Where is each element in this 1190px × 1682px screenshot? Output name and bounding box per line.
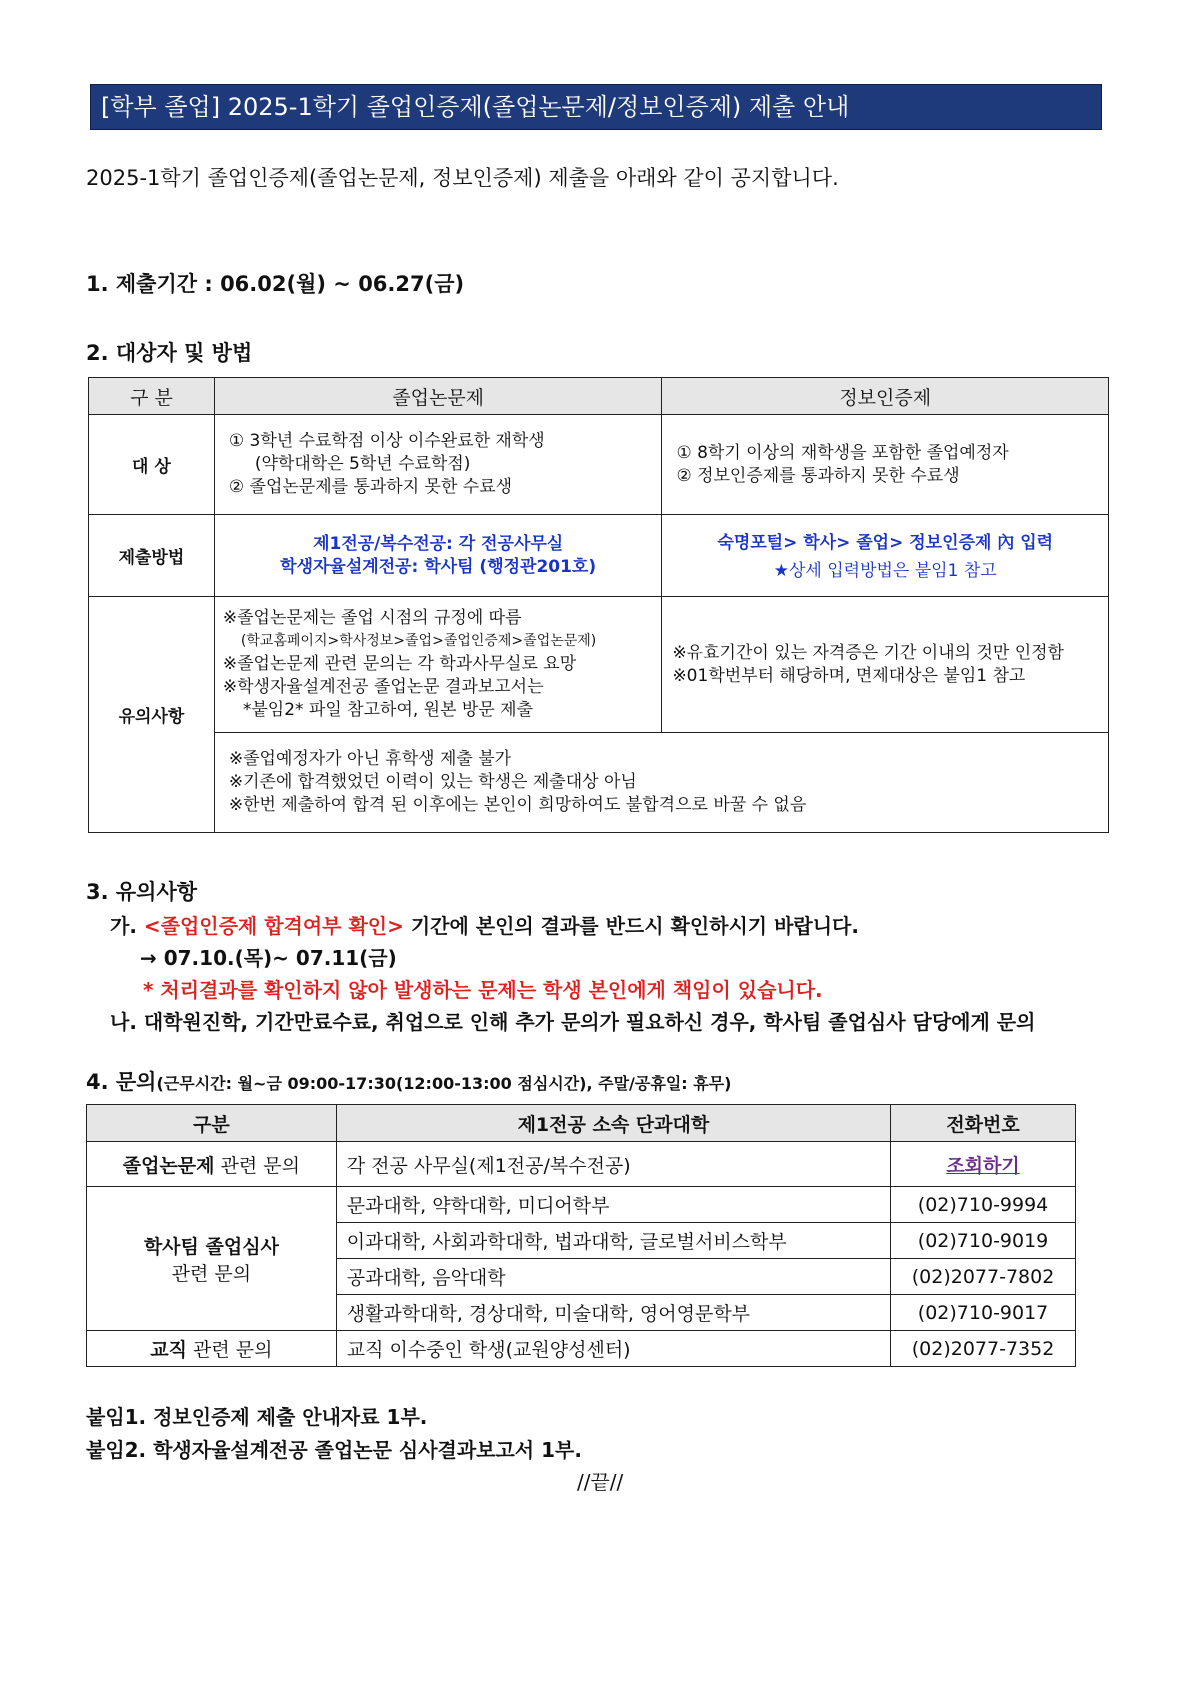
contact-phone-cell: [891, 1142, 1076, 1187]
method-thesis-line: 제1전공/복수전공: 각 전공사무실: [313, 533, 564, 554]
notes-thesis-line: *붙임2* 파일 참고하여, 원본 방문 제출: [242, 700, 534, 720]
contact-phone: (02)710-9994: [891, 1187, 1076, 1223]
note-a: [110, 910, 859, 939]
row-label-target: 대 상: [89, 415, 215, 515]
section-target-method: 2. 대상자 및 방법: [86, 341, 253, 365]
contact-label-bold: 졸업논문제: [122, 1154, 215, 1177]
target-info-line: ① 8학기 이상의 재학생을 포함한 졸업예정자: [676, 442, 1009, 463]
contact-college: 이과대학, 사회과학대학, 법과대학, 글로벌서비스학부: [336, 1223, 890, 1259]
table-header-row: [89, 378, 1109, 415]
table-row-notes: [89, 597, 1109, 733]
notes-common-line: ※한번 제출하여 합격 된 이후에는 본인이 희망하여도 불합격으로 바꿀 수 없음: [228, 795, 807, 815]
notes-common-cell: [214, 733, 1108, 833]
note-a-rest: 기간에 본인의 결과를 반드시 확인하시기 바랍니다.: [403, 914, 859, 938]
target-info-cell: [662, 415, 1109, 515]
notes-thesis-line: ※학생자율설계전공 졸업논문 결과보고서는: [222, 677, 544, 697]
contact-phone: (02)2077-7802: [891, 1259, 1076, 1295]
row-label-method: 제출방법: [89, 515, 215, 597]
contact-row-thesis: [87, 1142, 1076, 1187]
contact-phone: (02)2077-7352: [891, 1331, 1076, 1367]
method-thesis-cell: [214, 515, 662, 597]
note-a-warning: * 처리결과를 확인하지 않아 발생하는 문제는 학생 본인에게 책임이 있습니다.: [143, 978, 823, 1002]
contact-label-group: [87, 1187, 337, 1331]
contact-college: 문과대학, 약학대학, 미디어학부: [336, 1187, 890, 1223]
lookup-link[interactable]: 조회하기: [946, 1154, 1020, 1177]
contact-group-label-bold: 학사팀 졸업심사: [143, 1235, 279, 1258]
notes-thesis-line: (학교홈페이지>학사정보>졸업>졸업인증제>졸업논문제): [240, 633, 597, 649]
contact-row-teaching: [87, 1331, 1076, 1367]
row-label-notes: 유의사항: [89, 597, 215, 833]
note-b: 나. 대학원진학, 기간만료수료, 취업으로 인해 추가 문의가 필요하신 경우, 학사팀 졸업심사 담당에게 문의: [110, 1010, 1036, 1034]
contact-label-thesis: [87, 1142, 337, 1187]
notes-common-line: ※기존에 합격했었던 이력이 있는 학생은 제출대상 아님: [228, 772, 637, 792]
note-a-prefix: 가.: [110, 914, 144, 938]
header-thesis: 졸업논문제: [214, 378, 662, 415]
contact-table: [86, 1104, 1076, 1367]
notes-info-cell: [662, 597, 1109, 733]
table-row-common-notes: [89, 733, 1109, 833]
contact-header-college: 제1전공 소속 단과대학: [336, 1105, 890, 1142]
target-thesis-line: (약학대학은 5학년 수료학점): [254, 454, 471, 474]
notes-info-line: ※01학번부터 해당하며, 면제대상은 붙임1 참고: [672, 665, 1026, 686]
note-a-highlight: <졸업인증제 합격여부 확인>: [143, 914, 404, 938]
method-info-line: ★상세 입력방법은 붙임1 참고: [773, 560, 997, 581]
contact-phone: (02)710-9019: [891, 1223, 1076, 1259]
target-info-line: ② 정보인증제를 통과하지 못한 수료생: [676, 465, 960, 486]
contact-college: 각 전공 사무실(제1전공/복수전공): [336, 1142, 890, 1187]
contact-row-group: [87, 1187, 1076, 1223]
notes-thesis-cell: [214, 597, 662, 733]
target-thesis-line: ① 3학년 수료학점 이상 이수완료한 재학생: [228, 431, 545, 451]
contact-header-category: 구분: [87, 1105, 337, 1142]
method-info-cell: [662, 515, 1109, 597]
attachment-2: 붙임2. 학생자율설계전공 졸업논문 심사결과보고서 1부.: [86, 1438, 582, 1462]
target-thesis-cell: [214, 415, 662, 515]
contact-college: 생활과학대학, 경상대학, 미술대학, 영어영문학부: [336, 1295, 890, 1331]
page-title: [학부 졸업] 2025-1학기 졸업인증제(졸업논문제/정보인증제) 제출 안내: [90, 84, 1102, 130]
contact-label-rest: 관련 문의: [186, 1339, 273, 1361]
header-category: 구 분: [89, 378, 215, 415]
contact-header-phone: 전화번호: [891, 1105, 1076, 1142]
contact-group-label-rest: 관련 문의: [171, 1262, 252, 1285]
contact-heading-detail: (근무시간: 월~금 09:00-17:30(12:00-13:00 점심시간), 주말/공휴일: 휴무): [156, 1074, 732, 1093]
attachment-1: 붙임1. 정보인증제 제출 안내자료 1부.: [86, 1405, 428, 1429]
contact-college: 공과대학, 음악대학: [336, 1259, 890, 1295]
section-period: 1. 제출기간 : 06.02(월) ~ 06.27(금): [86, 272, 465, 296]
intro-text: 2025-1학기 졸업인증제(졸업논문제, 정보인증제) 제출을 아래와 같이 공지합니다.: [86, 166, 839, 190]
notes-info-line: ※유효기간이 있는 자격증은 기간 이내의 것만 인정함: [672, 642, 1064, 663]
contact-label-bold: 교직: [150, 1339, 187, 1361]
contact-label-teaching: [87, 1331, 337, 1367]
contact-header-row: [87, 1105, 1076, 1142]
header-info: 정보인증제: [662, 378, 1109, 415]
table-row-target: [89, 415, 1109, 515]
contact-label-rest: 관련 문의: [214, 1154, 300, 1177]
note-a-period: → 07.10.(목)~ 07.11(금): [140, 946, 397, 970]
section-notes-heading: 3. 유의사항: [86, 880, 198, 904]
contact-heading-main: 4. 문의: [86, 1070, 157, 1094]
table-row-method: [89, 515, 1109, 597]
notes-common-line: ※졸업예정자가 아닌 휴학생 제출 불가: [228, 749, 512, 769]
method-thesis-line: 학생자율설계전공: 학사팀 (행정관201호): [280, 556, 597, 577]
section-contact-heading: [86, 1066, 731, 1096]
contact-college: 교직 이수중인 학생(교원양성센터): [336, 1331, 890, 1367]
contact-phone: (02)710-9017: [891, 1295, 1076, 1331]
method-info-line: 숙명포털> 학사> 졸업> 정보인증제 內 입력: [717, 532, 1054, 553]
notes-thesis-line: ※졸업논문제 관련 문의는 각 학과사무실로 요망: [222, 654, 577, 674]
target-method-table: [88, 377, 1109, 833]
end-mark: //끝//: [577, 1470, 624, 1494]
target-thesis-line: ② 졸업논문제를 통과하지 못한 수료생: [228, 477, 513, 497]
notes-thesis-line: ※졸업논문제는 졸업 시점의 규정에 따름: [222, 608, 522, 628]
